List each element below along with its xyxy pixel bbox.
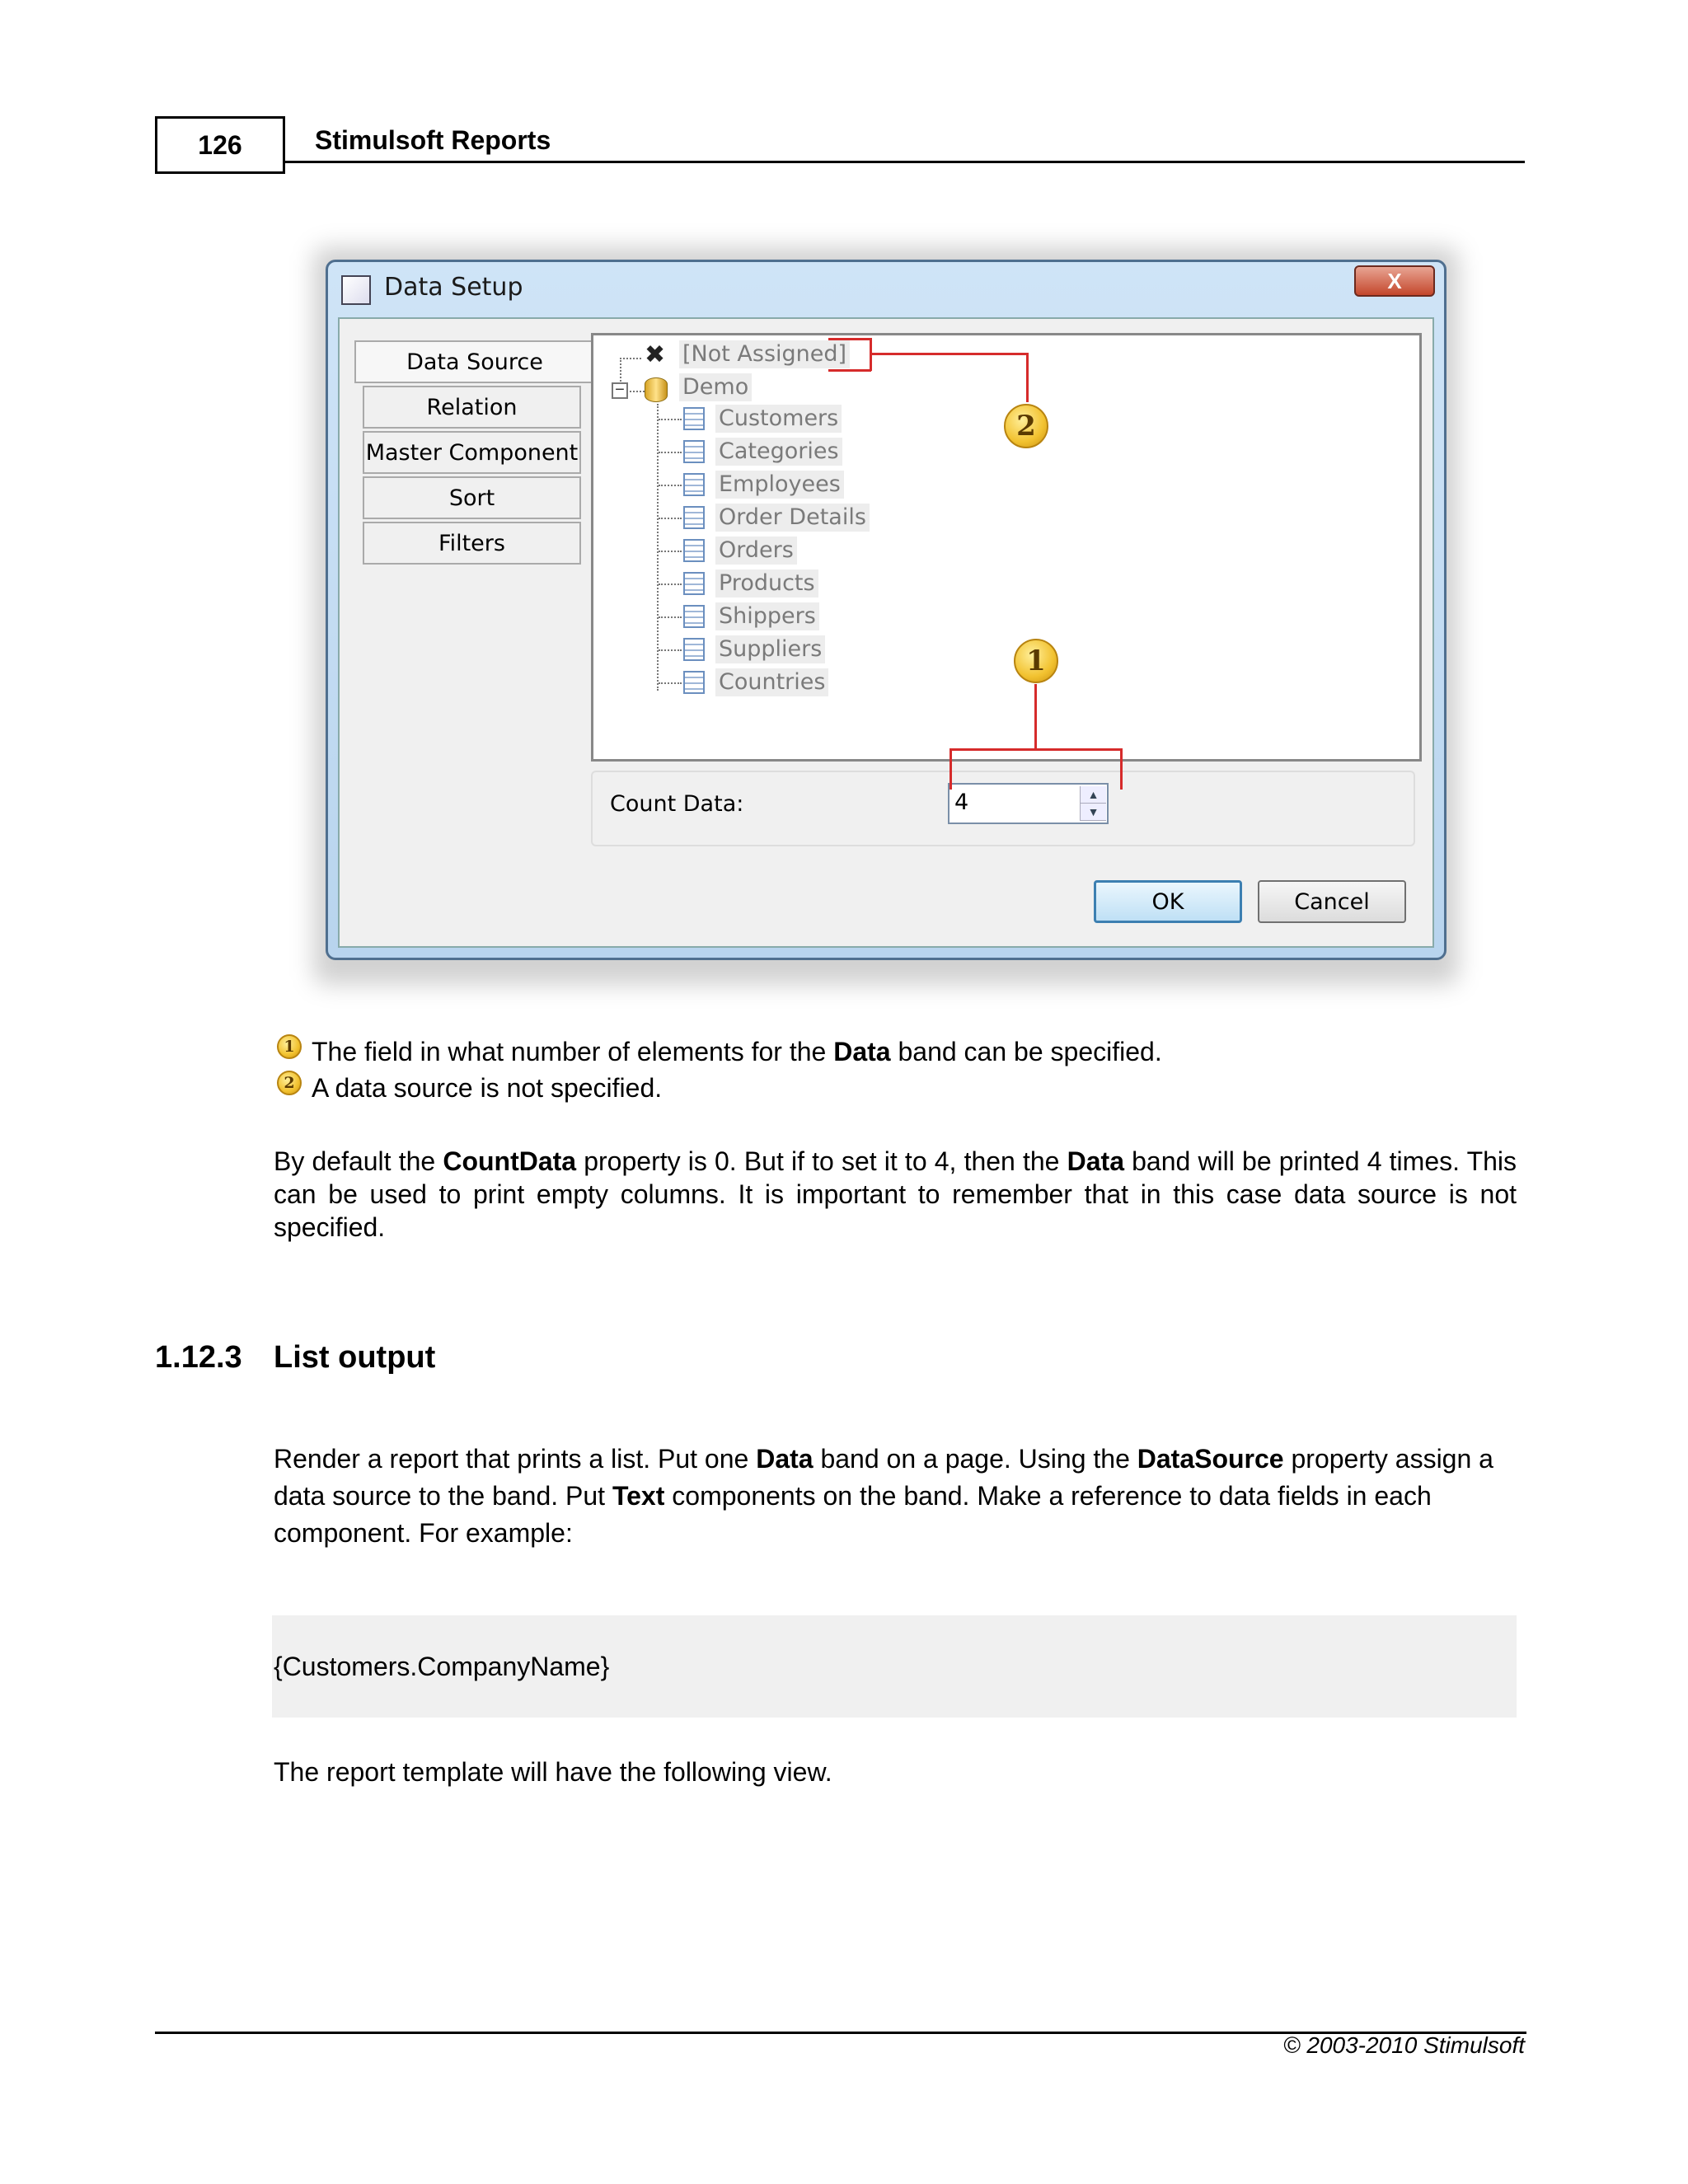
dialog-app-icon — [341, 275, 371, 305]
table-icon — [683, 407, 705, 430]
note-2: A data source is not specified. — [312, 1073, 663, 1103]
count-data-spinner[interactable] — [1080, 786, 1106, 821]
section-number: 1.12.3 — [155, 1340, 242, 1375]
tree-item-products[interactable]: Products — [715, 569, 818, 598]
tree-item-shippers[interactable]: Shippers — [715, 602, 819, 630]
tree-item-demo[interactable]: Demo — [679, 373, 752, 401]
callout-line — [828, 338, 871, 340]
callout-badge-1: 1 — [1014, 639, 1058, 683]
note-badge-2: 2 — [277, 1071, 302, 1095]
tab-filters[interactable]: Filters — [363, 522, 581, 565]
dialog-title: Data Setup — [384, 273, 523, 302]
tree-line — [657, 404, 659, 691]
tree-line — [659, 649, 682, 651]
table-icon — [683, 506, 705, 529]
tree-line — [659, 616, 682, 618]
callout-line — [950, 748, 952, 790]
tree-line — [659, 518, 682, 519]
tree-line — [659, 485, 682, 486]
tree-item-suppliers[interactable]: Suppliers — [715, 635, 825, 663]
paragraph-template-view: The report template will have the following view. — [274, 1757, 832, 1787]
tree-item-order-details[interactable]: Order Details — [715, 504, 870, 532]
table-icon — [683, 539, 705, 562]
footer-copyright: © 2003-2010 Stimulsoft — [1282, 2032, 1525, 2058]
table-icon — [683, 473, 705, 496]
paragraph-list-output: Render a report that prints a list. Put one Data band on a page. Using the DataSource property assign a data source to the band. Put Text components on the band. Make a reference to data fields in each component. For example: — [274, 1444, 1493, 1548]
code-text: {Customers.CompanyName} — [274, 1652, 610, 1681]
tree-line — [659, 551, 682, 552]
tree-item-orders[interactable]: Orders — [715, 537, 797, 565]
callout-line — [1120, 748, 1123, 790]
tree-item-countries[interactable]: Countries — [715, 668, 828, 696]
close-button[interactable] — [1354, 265, 1435, 297]
tree-item-customers[interactable]: Customers — [715, 405, 842, 433]
tree-line — [620, 358, 641, 359]
tab-master-component[interactable]: Master Component — [363, 431, 581, 474]
callout-badge-2: 2 — [1004, 404, 1048, 448]
header-rule — [285, 161, 1525, 163]
tree-item-not-assigned[interactable]: [Not Assigned] — [679, 340, 850, 368]
paragraph-countdata: By default the CountData property is 0. But if to set it to 4, then the Data band will be printed 4 times. This can be used to print empty columns. It is important to remember that in this case data source is not specified. — [274, 1146, 1517, 1242]
close-icon: X — [1387, 268, 1402, 293]
not-assigned-icon: ✖ — [645, 341, 666, 368]
section-title: List output — [274, 1340, 436, 1375]
table-icon — [683, 440, 705, 463]
header-title: Stimulsoft Reports — [315, 125, 551, 155]
count-data-label: Count Data: — [610, 791, 744, 817]
table-icon — [683, 671, 705, 694]
tree-line — [659, 419, 682, 420]
ok-button[interactable]: OK — [1094, 880, 1242, 923]
tree-line — [630, 391, 645, 392]
table-icon — [683, 638, 705, 661]
callout-line — [950, 748, 1123, 751]
tree-line — [659, 583, 682, 585]
tree-item-categories[interactable]: Categories — [715, 438, 842, 466]
table-icon — [683, 605, 705, 628]
collapse-toggle-icon[interactable]: − — [612, 382, 628, 399]
note-1: The field in what number of elements for the Data band can be specified. — [312, 1037, 1162, 1066]
table-icon — [683, 572, 705, 595]
tab-data-source[interactable]: Data Source — [354, 340, 593, 383]
database-icon — [645, 377, 668, 402]
cancel-button[interactable]: Cancel — [1258, 880, 1406, 923]
spin-up-icon[interactable]: ▲ — [1081, 786, 1106, 804]
tree-line — [659, 682, 682, 684]
tab-relation[interactable]: Relation — [363, 386, 581, 429]
callout-line — [1034, 684, 1037, 750]
callout-line — [871, 353, 1028, 355]
tree-item-employees[interactable]: Employees — [715, 471, 844, 499]
note-badge-1: 1 — [277, 1034, 302, 1059]
spin-down-icon[interactable]: ▼ — [1081, 804, 1106, 821]
page-number: 126 — [155, 116, 285, 174]
callout-line — [828, 369, 871, 372]
tree-line — [659, 452, 682, 453]
callout-line — [1026, 353, 1029, 402]
tab-sort[interactable]: Sort — [363, 476, 581, 519]
count-data-input[interactable]: 4 — [948, 783, 1109, 824]
